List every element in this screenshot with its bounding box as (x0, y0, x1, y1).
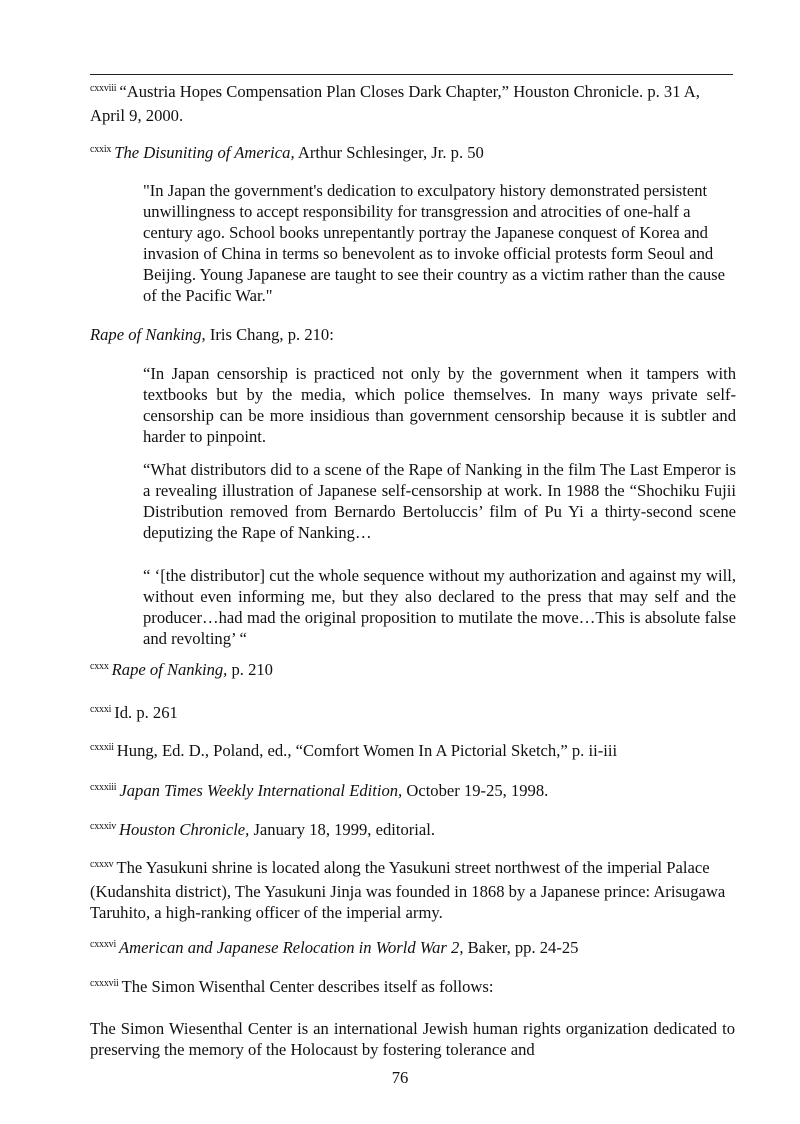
endnote-text: Baker, pp. 24-25 (463, 938, 579, 957)
quote-bertolucci: “ ‘[the distributor] cut the whole sequence without my authorization and against my will, without even informing me, but they also declared to the press that may self and the producer…had mad the original proposition to mutilate the move…This is absolute false and revolting’ “ (143, 566, 736, 648)
endnote-marker: cxxxv (90, 859, 114, 870)
endnote-cxxxi (90, 702, 735, 726)
endnote-cxxxii (90, 740, 735, 764)
endnote-marker: cxxxi (90, 704, 112, 715)
endnote-marker: cxxxvi (90, 939, 117, 950)
endnote-marker: cxxviii (90, 83, 117, 94)
endnote-cxxxv (90, 857, 735, 923)
page-number: 76 (391, 1068, 409, 1087)
endnote-text: October 19-25, 1998. (402, 781, 549, 800)
footnote-separator-rule (90, 74, 733, 75)
quote-distributors: “What distributors did to a scene of the Rape of Nanking in the film The Last Emperor is a revealing illustration of Japanese self-censorship at work. In 1988 the “Shochiku Fujii Distribution removed from Bernardo Bertoluccis’ film of Pu Yi a thirty-second scene deputizing the Rape of Nanking… (143, 460, 736, 542)
quote-schlesinger: "In Japan the government's dedication to exculpatory history demonstrated persistent unwillingness to accept responsibility for transgression and atrocities of one-half a century ago. School books unrepentantly portray the Japanese conquest of Korea and invasion of China in terms so benevolent as to invoke official protests form Seoul and Beijing. Young Japanese are taught to see their country as a victim rather than the cause of the Pacific War." (143, 181, 725, 305)
quote-censorship: “In Japan censorship is practiced not only by the government when it tampers with textbooks but by the media, which police themselves. In many ways private self-censorship can be more insidious than government censorship because it is subtler and harder to pinpoint. (143, 364, 736, 446)
endnote-title: Houston Chronicle, (119, 820, 250, 839)
endnote-cxxxiii (90, 780, 735, 804)
endnote-marker: cxxxvii (90, 978, 119, 989)
source-text: Iris Chang, p. 210: (205, 325, 334, 344)
endnote-marker: cxxxiii (90, 782, 117, 793)
endnote-text: Hung, Ed. D., Poland, ed., “Comfort Women In A Pictorial Sketch,” p. ii-iii (116, 741, 618, 760)
endnote-text: “Austria Hopes Compensation Plan Closes Dark Chapter,” Houston Chronicle. p. 31 A, April 9, 2000. (90, 82, 700, 125)
endnote-text: January 18, 1999, editorial. (249, 820, 436, 839)
endnote-marker: cxxx (90, 661, 109, 672)
endnote-title: Japan Times Weekly International Edition, (119, 781, 403, 800)
source-title: Rape of Nanking, (90, 325, 206, 344)
endnote-text: The Yasukuni shrine is located along the Yasukuni street northwest of the imperial Palace (Kudanshita district), The Yasukuni Jinja was founded in 1868 by a Japanese prince: Arisugawa Taruhito, a high-ranking officer of the imperial army. (90, 858, 726, 922)
endnote-marker: cxxxii (90, 742, 114, 753)
endnote-title: American and Japanese Relocation in World War 2, (119, 938, 464, 957)
endnote-cxxxvi (90, 937, 735, 961)
endnote-cxxix (90, 142, 735, 166)
endnote-text: Id. p. 261 (114, 703, 178, 722)
endnote-text: p. 210 (227, 660, 273, 679)
endnote-title: The Disuniting of America, (114, 143, 295, 162)
endnote-marker: cxxix (90, 144, 112, 155)
source-rape-of-nanking (90, 324, 735, 345)
endnote-cxxxvii (90, 976, 735, 1000)
endnote-text: The Simon Wisenthal Center describes itself as follows: (121, 977, 494, 996)
endnote-marker: cxxxiv (90, 821, 117, 832)
endnote-cxxviii (90, 81, 735, 126)
endnote-text: Arthur Schlesinger, Jr. p. 50 (294, 143, 484, 162)
endnote-title: Rape of Nanking, (111, 660, 228, 679)
endnote-cxxx (90, 659, 735, 683)
simon-wiesenthal-paragraph: The Simon Wiesenthal Center is an international Jewish human rights organization dedicated to preserving the memory of the Holocaust by fostering tolerance and (90, 1019, 735, 1059)
endnote-cxxxiv (90, 819, 735, 843)
